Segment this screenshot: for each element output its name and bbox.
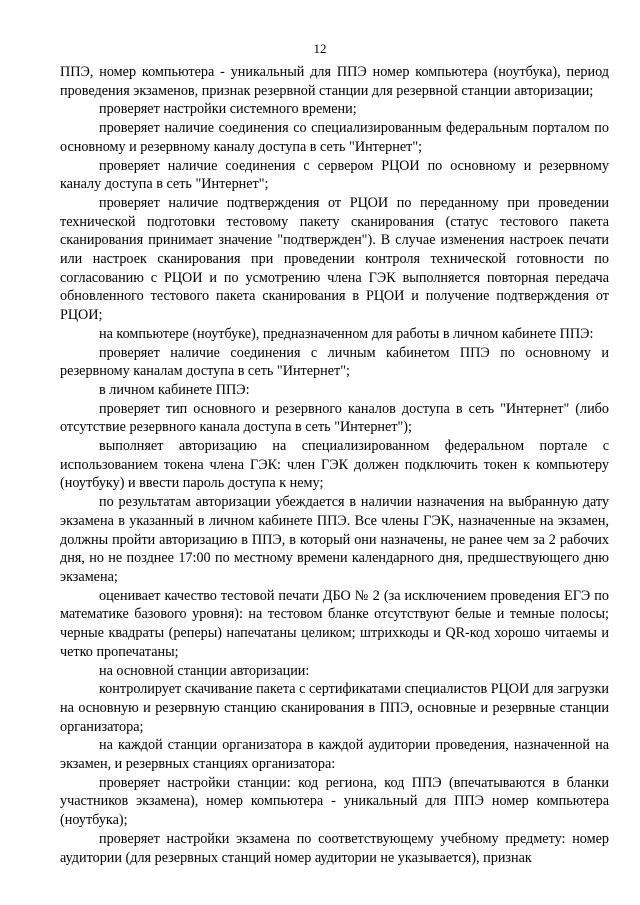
page-number: 12: [313, 41, 327, 56]
paragraph: проверяет наличие соединения со специализированным федеральным порталом по основному и резервному каналу доступа в сеть "Интернет";: [60, 120, 609, 155]
paragraph: оценивает качество тестовой печати ДБО № 2 (за исключением проведения ЕГЭ по математике базового уровня): на тестовом бланке отсутствуют белые и темные полосы; черные квадраты (реперы) напечатаны целиком; штрихкоды и QR-код хорошо читаемы и четко пропечатаны;: [60, 587, 609, 660]
paragraph: в личном кабинете ППЭ:: [99, 381, 250, 398]
paragraph: проверяет наличие соединения с личным кабинетом ППЭ по основному и резервному каналам доступа в сеть "Интернет";: [60, 344, 609, 380]
paragraph: по результатам авторизации убеждается в наличии назначения на выбранную дату экзамена в указанный в личном кабинете ППЭ. Все члены ГЭК, назначенные на экзамен, должны пройти авторизацию в ППЭ, в который они назначены, не ранее чем за 2 рабочих дня, но не позднее 17:00 по местному времени календарного дня, предшествующего дню экзамена;: [60, 494, 609, 585]
paragraph: проверяет настройки системного времени;: [99, 101, 357, 118]
document-body: [60, 63, 609, 867]
paragraph: проверяет наличие подтверждения от РЦОИ по переданному при проведении технической подготовки тестовому пакету сканирования (статус тестового пакета сканирования принимает значение "подтвержден"). В случае изменения настроек печати или настроек сканирования при проведении контроля технической готовности по согласованию с РЦОИ и по усмотрению члена ГЭК выполняется повторная передача обновленного тестового пакета сканирования в РЦОИ и получение подтверждения от РЦОИ;: [60, 194, 609, 324]
paragraph: контролирует скачивание пакета с сертификатами специалистов РЦОИ для загрузки на основную и резервную станцию сканирования в ППЭ, основные и резервные станции организатора;: [60, 681, 609, 735]
paragraph: проверяет настройки экзамена по соответствующему учебному предмету: номер аудитории (для резервных станций номер аудитории не указывается), признак: [60, 830, 609, 866]
paragraph: проверяет настройки станции: код региона, код ППЭ (впечатываются в бланки участников экзамена), номер компьютера - уникальный для ППЭ номер компьютера (ноутбука);: [60, 774, 609, 829]
paragraph: выполняет авторизацию на специализированном федеральном портале с использованием токена члена ГЭК: член ГЭК должен подключить токен к компьютеру (ноутбуку) и ввести пароль доступа к нему;: [60, 438, 609, 492]
paragraph: на основной станции авторизации:: [99, 662, 310, 679]
paragraph: на компьютере (ноутбуке), предназначенном для работы в личном кабинете ППЭ:: [99, 325, 594, 342]
paragraph: на каждой станции организатора в каждой аудитории проведения, назначенной на экзамен, и резервных станциях организатора:: [60, 737, 609, 773]
paragraph: ППЭ, номер компьютера - уникальный для ППЭ номер компьютера (ноутбука), период проведения экзаменов, признак резервной станции для резервной станции авторизации;: [60, 64, 609, 99]
paragraph: проверяет наличие соединения с сервером РЦОИ по основному и резервному каналу доступа в сеть "Интернет";: [60, 157, 609, 193]
paragraph: проверяет тип основного и резервного каналов доступа в сеть "Интернет" (либо отсутствие резервного канала доступа в сеть "Интернет");: [60, 400, 609, 436]
